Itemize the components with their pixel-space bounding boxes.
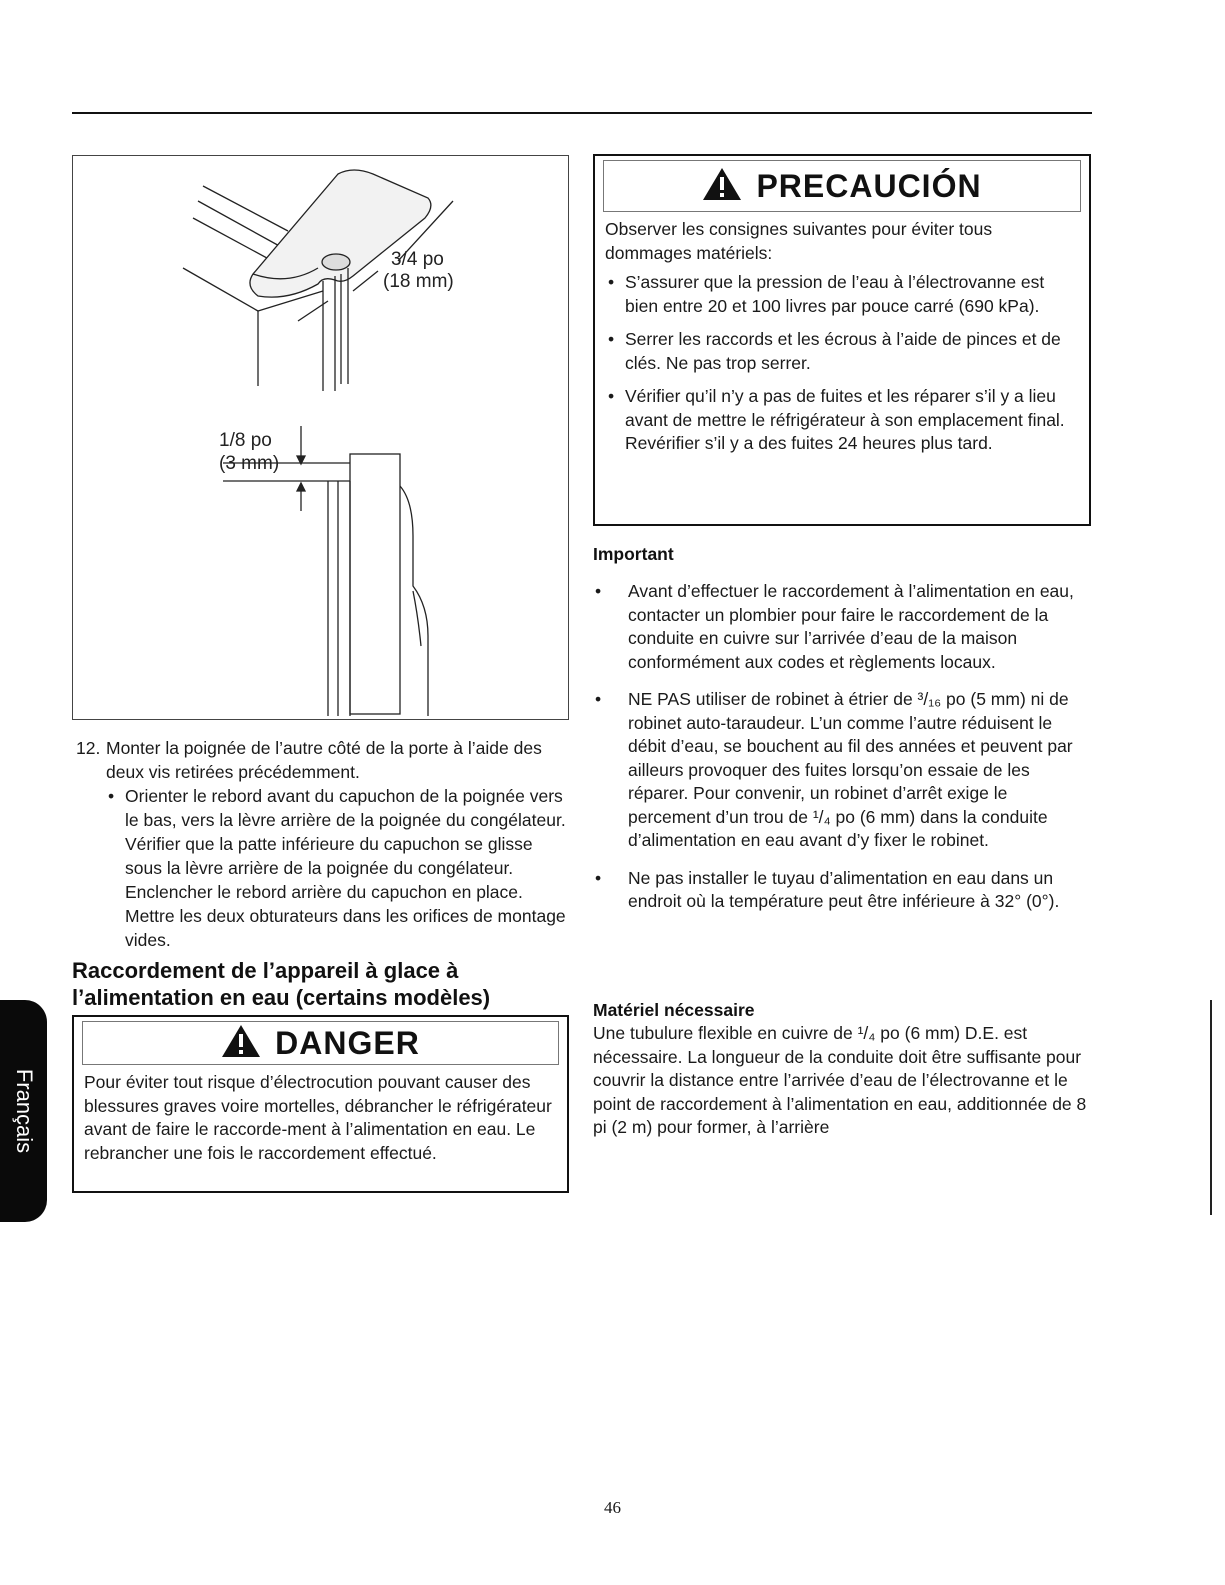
- list-item-text: S’assurer que la pression de l’eau à l’électrovanne est bien entre 20 et 100 livres par pouce carré (690 kPa).: [625, 272, 1045, 316]
- language-tab: [0, 1000, 47, 1222]
- bullet-dot: •: [595, 867, 602, 888]
- precaucion-box: [593, 154, 1091, 526]
- list-item: [605, 328, 1081, 375]
- list-item: [605, 271, 1081, 318]
- precaucion-header: [603, 160, 1081, 212]
- list-item-text: Vérifier qu’il n’y a pas de fuites et les réparer s’il y a lieu avant de mettre le réfrigérateur à son emplacement final. Revérifier s’il y a des fuites 24 heures plus tard.: [625, 386, 1065, 453]
- handle-illustration: [73, 156, 570, 721]
- dimension-label-mid: 1/8 po: [219, 430, 272, 451]
- list-item: [593, 688, 1093, 853]
- materiel-heading: Matériel nécessaire: [593, 1000, 755, 1020]
- bullet-dot: •: [595, 581, 602, 601]
- bullet-dot: •: [608, 329, 615, 349]
- step-text: Monter la poignée de l’autre côté de la porte à l’aide des deux vis retirées précédemment.: [106, 738, 542, 782]
- danger-header: [82, 1021, 559, 1065]
- handle-diagram: [72, 155, 569, 720]
- bullet-dot: •: [608, 272, 615, 292]
- list-item-text: Avant d’effectuer le raccordement à l’alimentation en eau, contacter un plombier pour faire le raccordement de la conduite en cuivre sur l’arrivée d’eau de la maison conformément aux codes et règlements locaux.: [628, 581, 1074, 672]
- list-item-text: Ne pas installer le tuyau d’alimentation en eau dans un endroit où la température peut être inférieure à 32° (0°).: [628, 867, 1060, 911]
- dimension-label-top: 3/4 po: [391, 249, 444, 270]
- page-edge-mark: [1210, 1000, 1212, 1215]
- precaucion-body: [605, 218, 1081, 466]
- important-list: [593, 580, 1093, 928]
- dimension-label-mid-metric: (3 mm): [219, 453, 280, 474]
- bullet-dot: •: [595, 689, 602, 709]
- top-rule: [72, 112, 1092, 114]
- materiel-text: Une tubulure flexible en cuivre de ¹/₄ po (6 mm) D.E. est nécessaire. La longueur de la conduite doit être suffisante pour couvrir la distance entre l’arrivée d’eau de l’électrovanne et le point de raccordement à l’alimentation en eau, additionnée de 8 pi (2 m) pour former, à l’arrière: [593, 1023, 1087, 1137]
- danger-text: Pour éviter tout risque d’électrocution pouvant causer des blessures graves voire mortelles, débrancher le réfrigérateur avant de faire le raccorde-ment à l’alimentation en eau. Le rebrancher une fois le raccordement effectué.: [84, 1072, 552, 1163]
- warning-triangle-icon: [221, 1024, 261, 1063]
- bullet-dot: •: [108, 786, 115, 806]
- step-number: 12.: [76, 738, 101, 758]
- precaucion-list: [605, 271, 1081, 456]
- bullet-dot: •: [608, 386, 615, 406]
- danger-title: DANGER: [275, 1024, 420, 1061]
- list-item: [593, 580, 1093, 674]
- step-bullet: [106, 784, 572, 952]
- precaucion-intro: Observer les consignes suivantes pour éviter tous dommages matériels:: [605, 219, 993, 263]
- page-number: 46: [604, 1498, 621, 1517]
- list-item-text: NE PAS utiliser de robinet à étrier de ³/₁₆ po (5 mm) ni de robinet auto-taraudeur. L’un comme l’autre réduisent le débit d’eau, se bouchent au fil des années et peuvent par ailleurs provoquer des fuites lorsqu’on essaie de les réparer. Pour convenir, un robinet d’arrêt exige le percement d’un trou de ¹/₄ po (6 mm) dans la conduite d’alimentation en eau avant d’y fixer le robinet.: [628, 689, 1073, 850]
- section-heading: Raccordement de l’appareil à glace à l’alimentation en eau (certains modèles): [72, 958, 491, 1010]
- dimension-label-top-metric: (18 mm): [383, 271, 454, 292]
- precaucion-title: PRECAUCIÓN: [756, 167, 982, 204]
- language-tab-label: Français: [11, 1068, 37, 1154]
- warning-triangle-icon: [702, 167, 742, 206]
- danger-box: [72, 1015, 569, 1193]
- step-bullet-text: Orienter le rebord avant du capuchon de la poignée vers le bas, vers la lèvre arrière de la poignée du congélateur. Vérifier que la patte inférieure du capuchon se glisse sous la lèvre arrière de la poignée du congélateur. Enclencher le rebord arrière du capuchon en place. Mettre les deux obturateurs dans les orifices de montage vides.: [125, 786, 566, 950]
- list-item: [605, 385, 1081, 456]
- step-12: [72, 736, 572, 952]
- list-item-text: Serrer les raccords et les écrous à l’aide de pinces et de clés. Ne pas trop serrer.: [625, 329, 1061, 373]
- list-item: [593, 867, 1093, 914]
- important-heading: Important: [593, 544, 674, 564]
